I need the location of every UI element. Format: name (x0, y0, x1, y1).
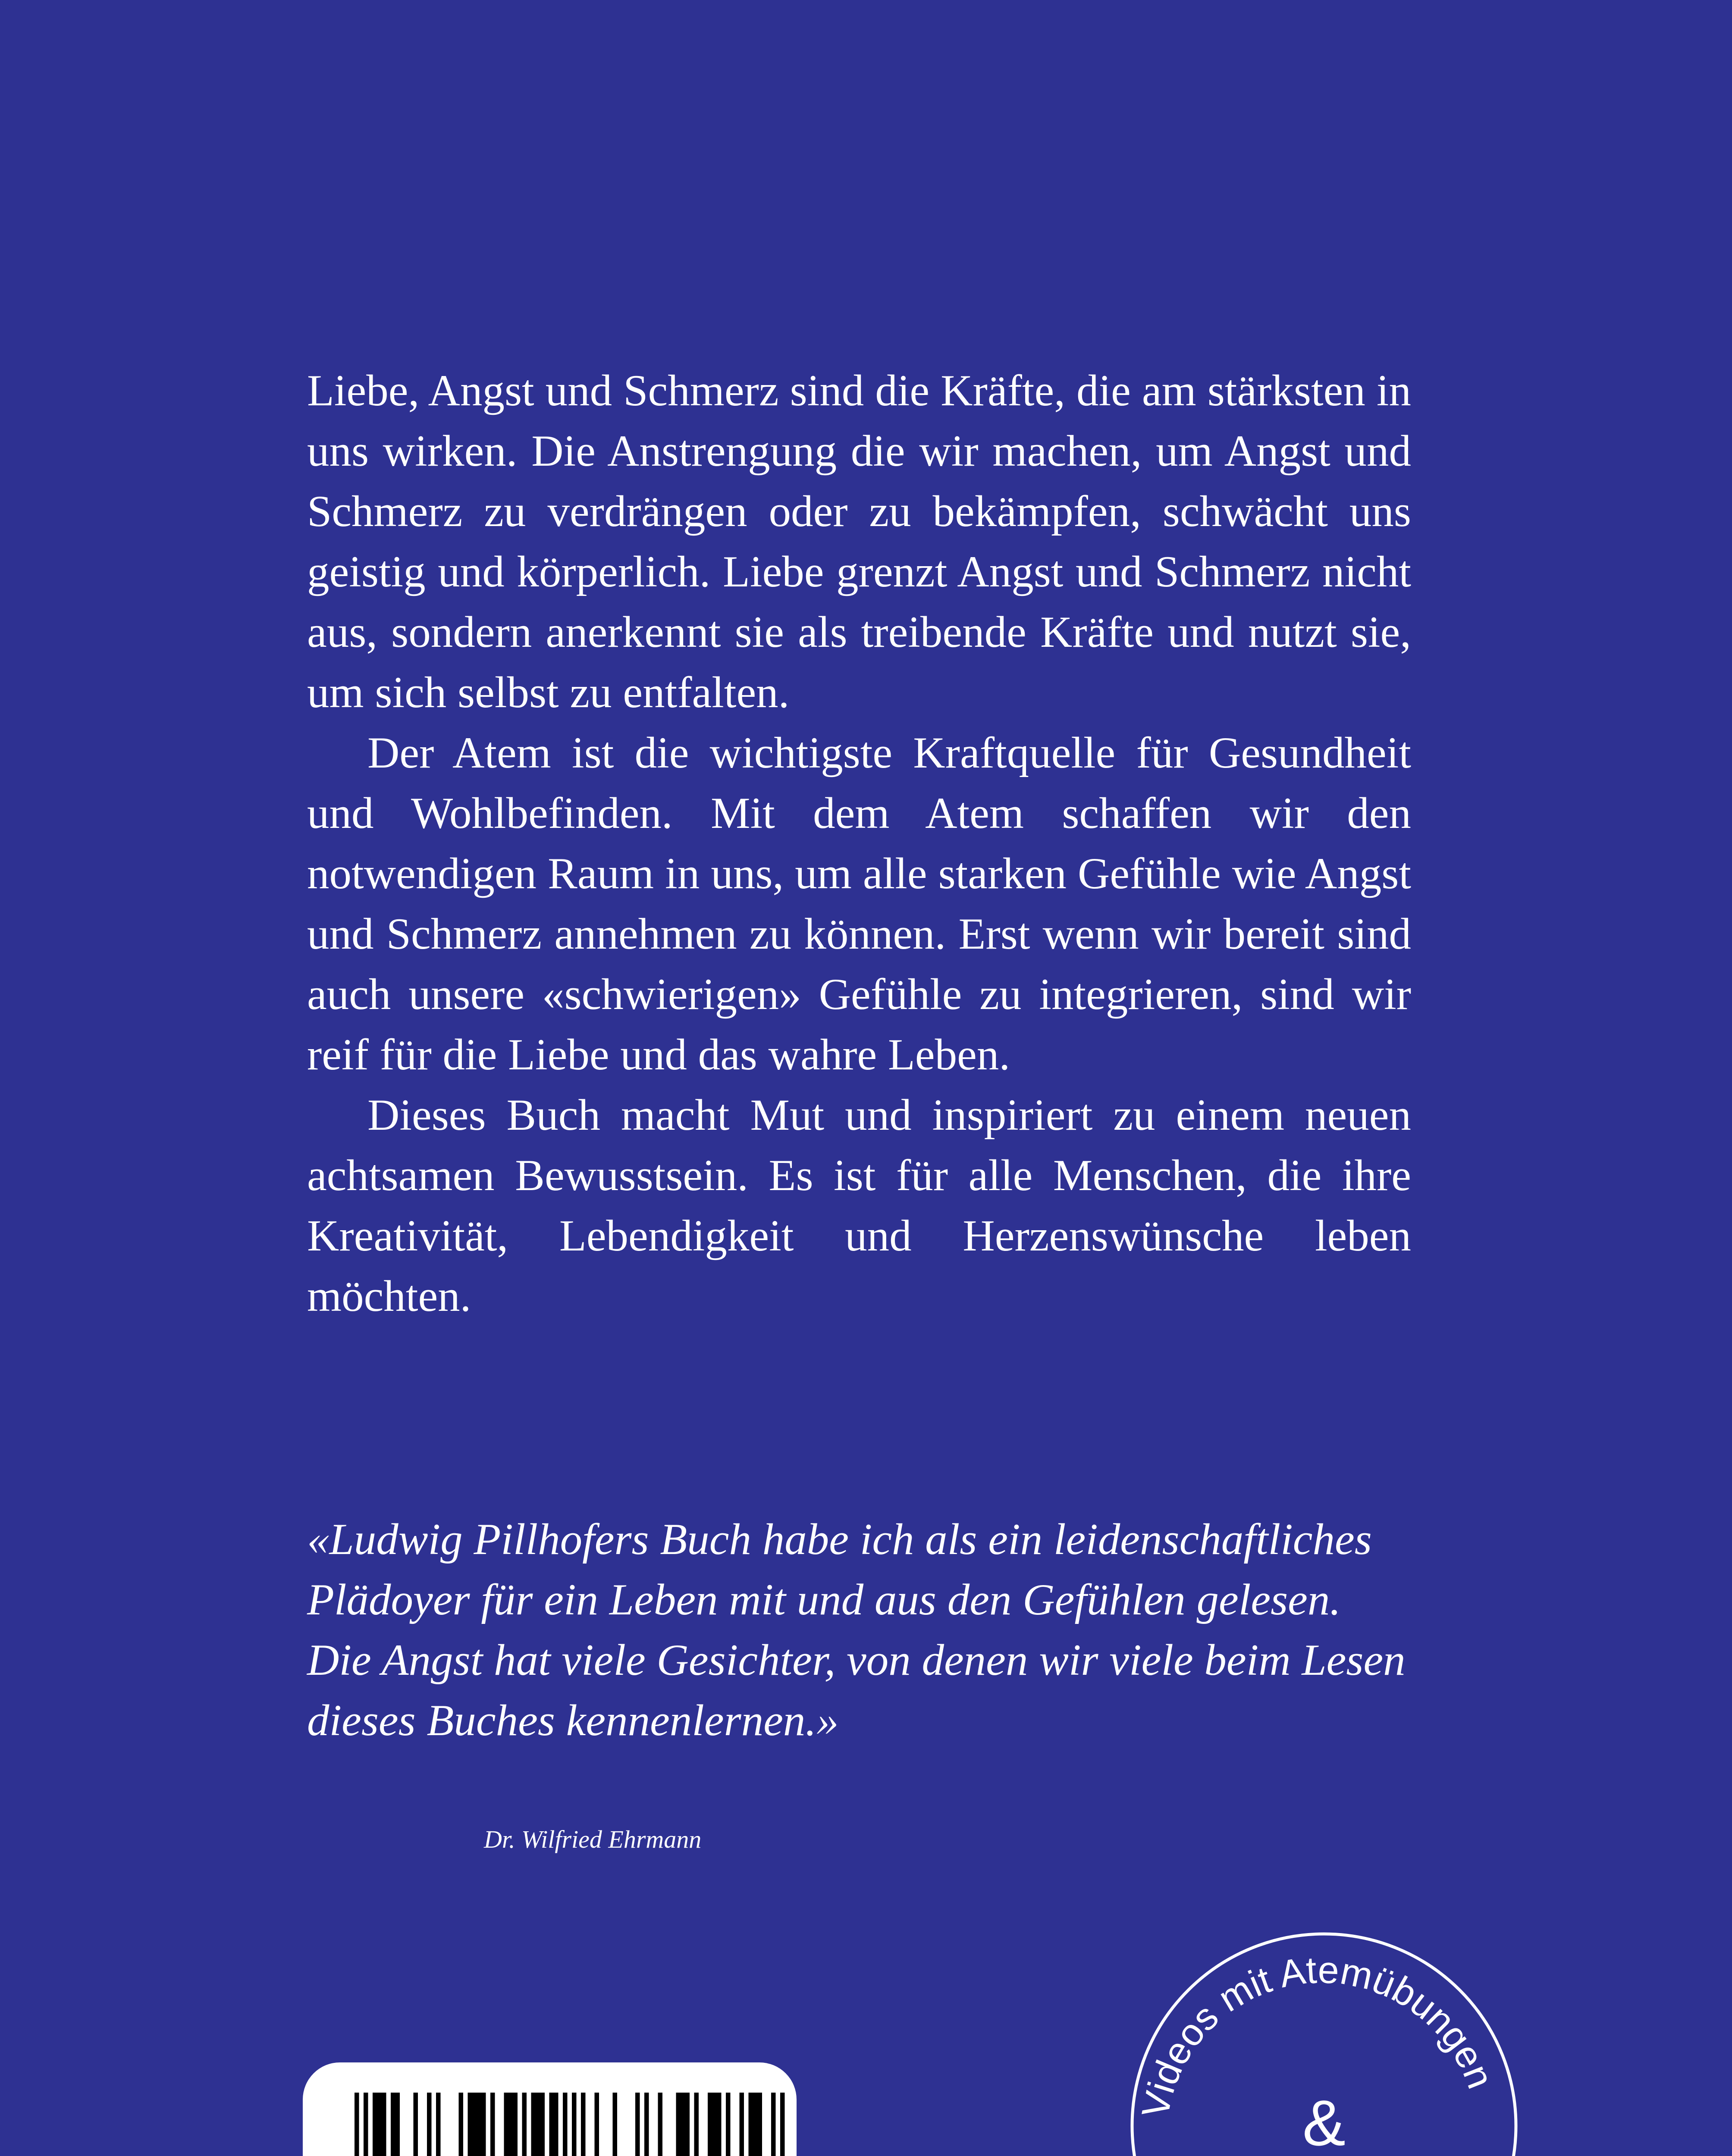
barcode-bar (563, 2093, 568, 2156)
barcode-bar (531, 2093, 536, 2156)
barcode-bar (481, 2093, 486, 2156)
video-badge (1126, 1927, 1522, 2156)
barcode-bar (658, 2093, 663, 2156)
barcode-bar (726, 2093, 731, 2156)
barcode-bar (513, 2093, 518, 2156)
barcode-bar (508, 2093, 513, 2156)
barcode-bar (758, 2093, 762, 2156)
barcode-bar (414, 2093, 418, 2156)
barcode-bar (581, 2093, 586, 2156)
barcode-bar (613, 2093, 618, 2156)
barcode-bar (595, 2093, 599, 2156)
blurb-text (307, 360, 1411, 1326)
blurb-paragraph-1: Liebe, Angst und Schmerz sind die Kräfte, die am stärksten in uns wirken. Die Anstrengung die wir machen, um Angst und Schmerz zu verdrängen oder zu bekämpfen, schwächt uns geistig und körperlich. Liebe grenzt Angst und Schmerz nicht aus, sondern anerkennt sie als treibende Kräfte und nutzt sie, um sich selbst zu entfalten. (307, 366, 1411, 717)
barcode-bar (712, 2093, 717, 2156)
endorsement-quote: «Ludwig Pillhofers Buch habe ich als ein leidenschaftliches Plädoyer für ein Leben mit und aus den Gefühlen gelesen. Die Angst hat viele Gesichter, von denen wir viele beim Lesen dieses Buches kennenlernen.» (307, 1515, 1406, 1745)
barcode-bar (685, 2093, 690, 2156)
badge-ampersand: & (1302, 2087, 1346, 2156)
barcode-bar (477, 2093, 482, 2156)
barcode-bar (522, 2093, 527, 2156)
endorsement-author: Dr. Wilfried Ehrmann (484, 1825, 702, 1853)
barcode-bar (549, 2093, 554, 2156)
barcode-bar (395, 2093, 400, 2156)
barcode-bar (644, 2093, 649, 2156)
barcode-bar (676, 2093, 681, 2156)
barcode-bar (554, 2093, 559, 2156)
barcode-bar (459, 2093, 464, 2156)
barcode-bar (771, 2093, 776, 2156)
barcode-bar (436, 2093, 441, 2156)
barcode-bar (536, 2093, 540, 2156)
barcode-bar (540, 2093, 545, 2156)
barcode-bar (749, 2093, 753, 2156)
barcode-bar (427, 2093, 432, 2156)
barcode-bar (377, 2093, 382, 2156)
badge-arc-top: Videos mit Atemübungen (1133, 1948, 1503, 2121)
isbn-barcode (303, 2062, 797, 2156)
blurb-paragraph-3: Dieses Buch macht Mut und inspiriert zu einem neuen achtsamen Bewusstsein. Es ist für alle Menschen, die ihre Kreativität, Lebendigkeit und Herzenswünsche leben möchten. (307, 1091, 1411, 1321)
barcode-bar (681, 2093, 685, 2156)
barcode-bar (382, 2093, 386, 2156)
barcode-bar (635, 2093, 640, 2156)
barcode-bars (303, 2062, 797, 2156)
barcode-bar (753, 2093, 758, 2156)
barcode-bar (355, 2093, 359, 2156)
barcode-bar (472, 2093, 477, 2156)
barcode-bar (572, 2093, 577, 2156)
barcode-bar (740, 2093, 744, 2156)
blurb-paragraph-2: Der Atem ist die wichtigste Kraftquelle für Gesundheit und Wohlbefinden. Mit dem Atem schaffen wir den notwendigen Raum in uns, um alle starken Gefühle wie Angst und Schmerz annehmen zu können. Erst wenn wir bereit sind auch unsere «schwierigen» Gefühle zu integrieren, sind wir reif für die Liebe und das wahre Leben. (307, 728, 1411, 1079)
barcode-bar (694, 2093, 699, 2156)
barcode-bar (391, 2093, 395, 2156)
barcode-bar (780, 2093, 785, 2156)
barcode-bar (373, 2093, 377, 2156)
barcode-bar (708, 2093, 712, 2156)
barcode-bar (504, 2093, 509, 2156)
barcode-bar (468, 2093, 473, 2156)
barcode-bar (364, 2093, 368, 2156)
barcode-bar (490, 2093, 495, 2156)
barcode-bar (717, 2093, 722, 2156)
